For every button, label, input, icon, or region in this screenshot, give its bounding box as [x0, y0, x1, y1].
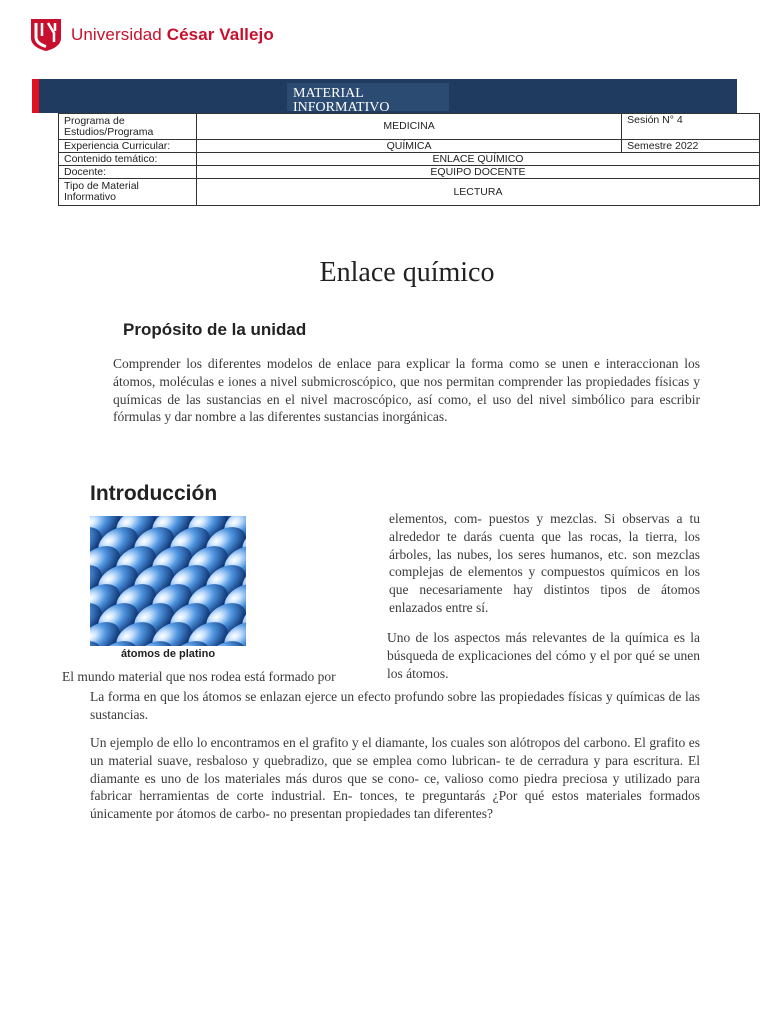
banner-label: MATERIAL INFORMATIVO — [287, 83, 449, 111]
content-label: Contenido temático: — [59, 153, 197, 166]
banner-accent — [32, 79, 39, 113]
graphite-diamond-paragraph: Un ejemplo de ello lo encontramos en el grafito y el diamante, los cuales son alótropos del carbono. El grafito es un material suave, resbaloso y quebradizo, que se emplea como lubrican- te de cerradura y para escritura. El diamante es uno de los materiales más duros que se cono- ce, valioso como piedra preciosa y utilizado para fabricar herramientas de corte industrial. En- tonces, te preguntarás ¿Por qué estos materiales formados únicamente por átomos de carbo- no presentan propiedades tan diferentes? — [90, 735, 700, 822]
teacher-label: Docente: — [59, 166, 197, 179]
shield-logo-icon — [30, 18, 62, 52]
table-row — [59, 153, 760, 166]
university-logo — [30, 18, 274, 52]
semester-value: Semestre 2022 — [622, 140, 760, 153]
purpose-heading: Propósito de la unidad — [123, 320, 307, 339]
atom-lattice-graphic — [90, 516, 246, 646]
program-value: MEDICINA — [196, 114, 621, 140]
bonding-effect-paragraph: La forma en que los átomos se enlazan ejerce un efecto profundo sobre las propiedades físicas y químicas de las sustancias. — [90, 689, 700, 722]
platinum-atoms-image — [90, 516, 246, 646]
course-info-table — [58, 113, 760, 206]
course-value: QUÍMICA — [196, 140, 621, 153]
program-label: Programa de Estudios/Programa — [59, 114, 197, 140]
material-type-value: LECTURA — [196, 179, 759, 206]
table-row — [59, 114, 760, 140]
material-type-label: Tipo de Material Informativo — [59, 179, 197, 206]
intro-lead-line: El mundo material que nos rodea está formado por — [62, 669, 336, 684]
content-value: ENLACE QUÍMICO — [196, 153, 759, 166]
logo-wordmark: Universidad César Vallejo — [71, 25, 274, 44]
table-row — [59, 140, 760, 153]
purpose-paragraph: Comprender los diferentes modelos de enlace para explicar la forma como se unen e interaccionan los átomos, moléculas e iones a nivel submicroscópico, que nos permitan comprender las propiedades físicas y químicas de las sustancias en el nivel macroscópico, así como, el uso del nivel simbólico para escribir fórmulas y dar nombre a las diferentes sustancias inorgánicas. — [113, 356, 700, 425]
session-value: Sesión N° 4 — [622, 114, 760, 140]
table-row — [59, 179, 760, 206]
intro-paragraph-2: Uno de los aspectos más relevantes de la química es la búsqueda de explicaciones del cómo y el por qué se unen los átomos. — [387, 630, 700, 681]
course-label: Experiencia Curricular: — [59, 140, 197, 153]
table-row — [59, 166, 760, 179]
intro-paragraph-1: elementos, com- puestos y mezclas. Si observas a tu alrededor te darás cuenta que las rocas, la tierra, los árboles, las nubes, los seres humanos, etc. son mezclas complejas de elementos y compuestos químicos en los que necesariamente hay distintos tipos de átomos enlazados entre sí. — [389, 511, 700, 615]
teacher-value: EQUIPO DOCENTE — [196, 166, 759, 179]
document-title: Enlace químico — [319, 257, 495, 288]
image-caption: átomos de platino — [120, 648, 216, 660]
introduction-heading: Introducción — [90, 482, 218, 505]
